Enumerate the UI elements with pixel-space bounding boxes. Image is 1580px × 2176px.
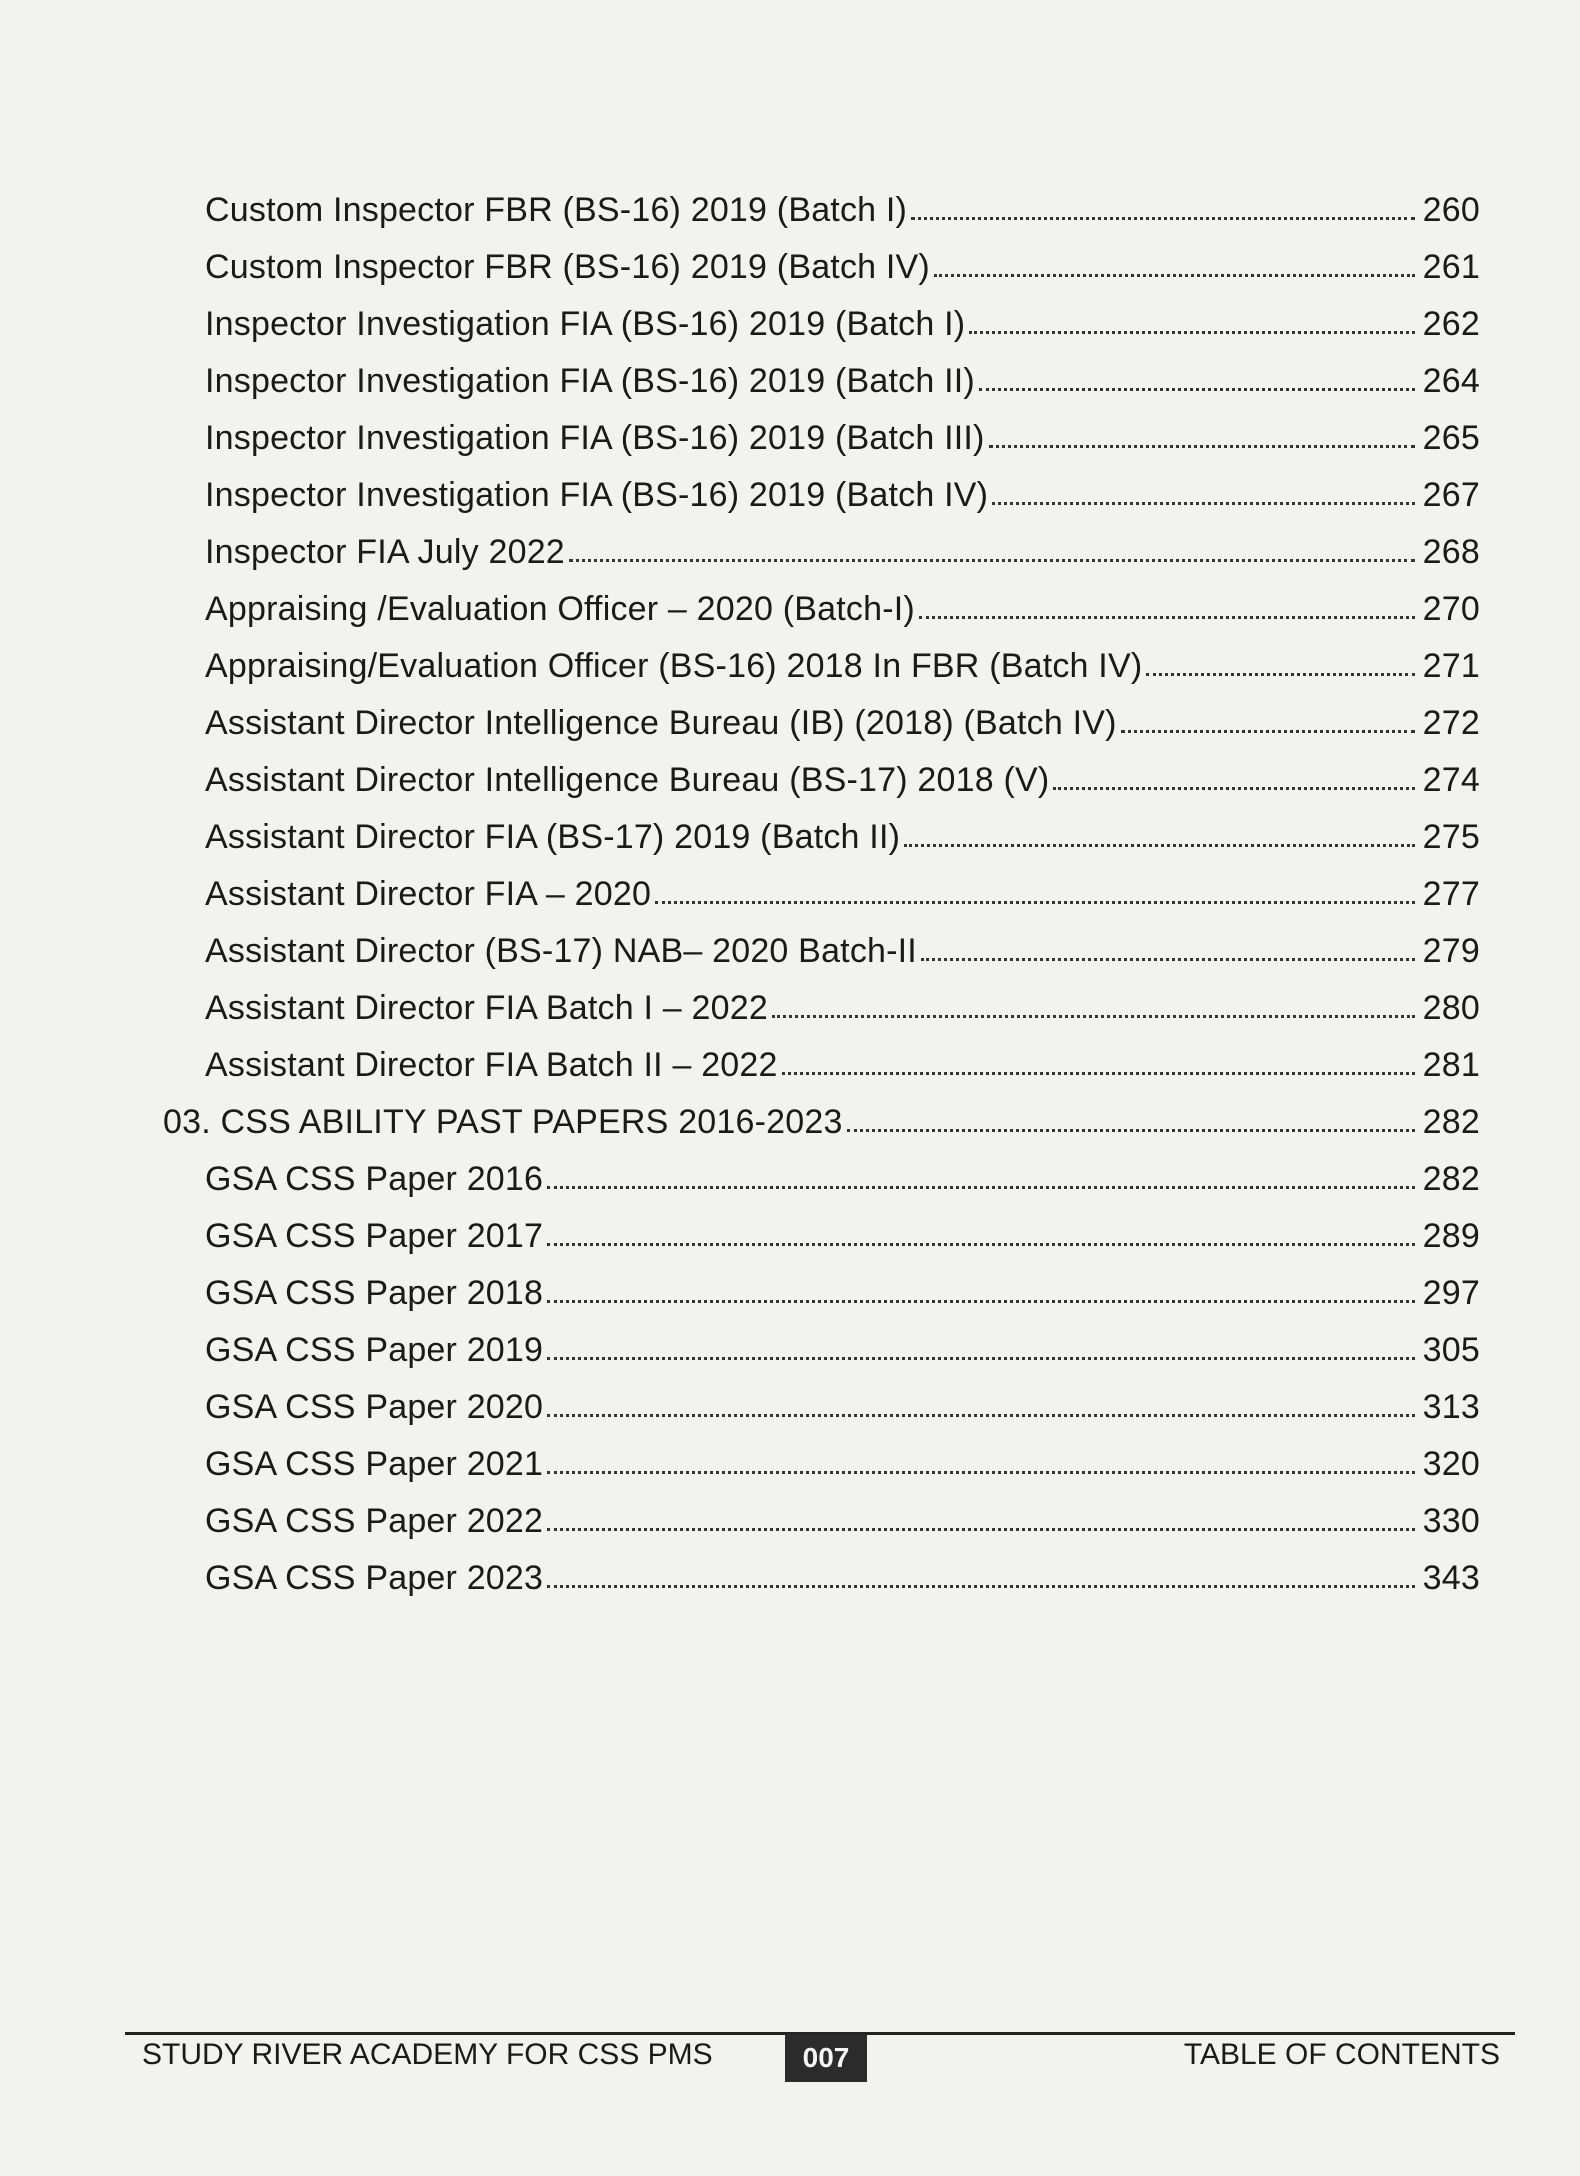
dot-leader [919, 615, 1415, 619]
toc-entry-title: GSA CSS Paper 2021 [205, 1445, 544, 1483]
toc-entry-title: Appraising /Evaluation Officer – 2020 (Batch-I) [205, 590, 915, 628]
toc-entry[interactable] [205, 1151, 1480, 1199]
toc-entry-page: 261 [1422, 248, 1480, 286]
toc-entry-title: Assistant Director FIA (BS-17) 2019 (Batch II) [205, 818, 901, 856]
toc-entry[interactable] [205, 467, 1480, 515]
toc-entry-title: Assistant Director Intelligence Bureau (BS-17) 2018 (V) [205, 761, 1050, 799]
dot-leader [547, 1356, 1415, 1360]
toc-entry-page: 297 [1422, 1274, 1480, 1312]
toc-entry-page: 272 [1422, 704, 1480, 742]
toc-entry[interactable] [205, 410, 1480, 458]
toc-entry-page: 313 [1422, 1388, 1480, 1426]
toc-entry-title: GSA CSS Paper 2016 [205, 1160, 544, 1198]
toc-entry[interactable] [205, 866, 1480, 914]
toc-entry-title: Inspector FIA July 2022 [205, 533, 565, 571]
toc-entry[interactable] [205, 1037, 1480, 1085]
toc-entry[interactable] [205, 524, 1480, 572]
footer-section-title: TABLE OF CONTENTS [1183, 2038, 1500, 2071]
toc-entry-title: GSA CSS Paper 2019 [205, 1331, 544, 1369]
toc-entry-title: GSA CSS Paper 2020 [205, 1388, 544, 1426]
toc-entry[interactable] [205, 353, 1480, 401]
dot-leader [992, 501, 1415, 505]
toc-entry-page: 281 [1422, 1046, 1480, 1084]
toc-entry[interactable] [205, 239, 1480, 287]
toc-entry[interactable] [205, 1550, 1480, 1598]
toc-entry-title: 03. CSS ABILITY PAST PAPERS 2016-2023 [163, 1103, 843, 1141]
dot-leader [547, 1242, 1415, 1246]
footer-page-number: 007 [785, 2034, 867, 2082]
toc-entry-page: 262 [1422, 305, 1480, 343]
toc-entry-title: GSA CSS Paper 2023 [205, 1559, 544, 1597]
toc-entry-title: Assistant Director Intelligence Bureau (IB) (2018) (Batch IV) [205, 704, 1117, 742]
dot-leader [1053, 786, 1414, 790]
toc-entry-page: 320 [1422, 1445, 1480, 1483]
toc-entry[interactable] [205, 296, 1480, 344]
toc-entry[interactable] [205, 695, 1480, 743]
dot-leader [547, 1185, 1415, 1189]
dot-leader [547, 1470, 1415, 1474]
toc-entry-title: Inspector Investigation FIA (BS-16) 2019 (Batch IV) [205, 476, 989, 514]
dot-leader [569, 558, 1415, 562]
dot-leader [989, 444, 1415, 448]
toc-entry[interactable] [205, 752, 1480, 800]
toc-entry-title: Appraising/Evaluation Officer (BS-16) 2018 In FBR (Batch IV) [205, 647, 1143, 685]
toc-entry-page: 280 [1422, 989, 1480, 1027]
toc-entry-title: Assistant Director (BS-17) NAB– 2020 Batch-II [205, 932, 917, 970]
toc-entry-page: 277 [1422, 875, 1480, 913]
toc-entry-title: Assistant Director FIA – 2020 [205, 875, 652, 913]
toc-entry-page: 264 [1422, 362, 1480, 400]
toc-entry-title: Custom Inspector FBR (BS-16) 2019 (Batch I) [205, 191, 908, 229]
dot-leader [782, 1071, 1415, 1075]
dot-leader [904, 843, 1415, 847]
dot-leader [547, 1299, 1415, 1303]
dot-leader [547, 1527, 1415, 1531]
toc-entry-title: Inspector Investigation FIA (BS-16) 2019 (Batch I) [205, 305, 966, 343]
toc-entry-page: 289 [1422, 1217, 1480, 1255]
toc-entry-title: Inspector Investigation FIA (BS-16) 2019 (Batch II) [205, 362, 975, 400]
toc-entry[interactable] [205, 1208, 1480, 1256]
toc-entry[interactable] [205, 1493, 1480, 1541]
toc-entry[interactable] [205, 581, 1480, 629]
toc-entry-page: 343 [1422, 1559, 1480, 1597]
toc-entry-page: 270 [1422, 590, 1480, 628]
toc-entry[interactable] [205, 638, 1480, 686]
dot-leader [911, 216, 1415, 220]
toc-entry[interactable] [205, 809, 1480, 857]
toc-entry[interactable] [205, 1322, 1480, 1370]
toc-entry-page: 260 [1422, 191, 1480, 229]
dot-leader [921, 957, 1415, 961]
dot-leader [979, 387, 1415, 391]
toc-entry-page: 275 [1422, 818, 1480, 856]
toc-entry[interactable] [205, 1379, 1480, 1427]
toc-entry-page: 330 [1422, 1502, 1480, 1540]
footer-publisher: STUDY RIVER ACADEMY FOR CSS PMS [142, 2038, 713, 2071]
dot-leader [547, 1413, 1415, 1417]
dot-leader [772, 1014, 1415, 1018]
toc-entry-title: GSA CSS Paper 2018 [205, 1274, 544, 1312]
toc-entry[interactable] [205, 1265, 1480, 1313]
toc-entry-title: Custom Inspector FBR (BS-16) 2019 (Batch IV) [205, 248, 930, 286]
toc-entry[interactable] [205, 182, 1480, 230]
toc-entry-page: 282 [1422, 1160, 1480, 1198]
toc-entry[interactable] [205, 923, 1480, 971]
dot-leader [969, 330, 1414, 334]
dot-leader [655, 900, 1415, 904]
toc-entry-page: 267 [1422, 476, 1480, 514]
toc-entry-title: Assistant Director FIA Batch I – 2022 [205, 989, 768, 1027]
toc-entry-page: 271 [1422, 647, 1480, 685]
dot-leader [547, 1584, 1415, 1588]
toc-entry-title: Inspector Investigation FIA (BS-16) 2019 (Batch III) [205, 419, 985, 457]
dot-leader [1121, 729, 1415, 733]
toc-entry-page: 279 [1422, 932, 1480, 970]
toc-entry-page: 282 [1422, 1103, 1480, 1141]
toc-entry-title: GSA CSS Paper 2022 [205, 1502, 544, 1540]
toc-entry-page: 305 [1422, 1331, 1480, 1369]
toc-entry-title: GSA CSS Paper 2017 [205, 1217, 544, 1255]
dot-leader [934, 273, 1415, 277]
dot-leader [847, 1128, 1415, 1132]
toc-entry-page: 274 [1422, 761, 1480, 799]
dot-leader [1146, 672, 1414, 676]
toc-entry-page: 268 [1422, 533, 1480, 571]
toc-entry-page: 265 [1422, 419, 1480, 457]
toc-entry[interactable] [205, 1436, 1480, 1484]
toc-section-heading[interactable] [163, 1094, 1480, 1142]
toc-entry-title: Assistant Director FIA Batch II – 2022 [205, 1046, 778, 1084]
toc-entry[interactable] [205, 980, 1480, 1028]
